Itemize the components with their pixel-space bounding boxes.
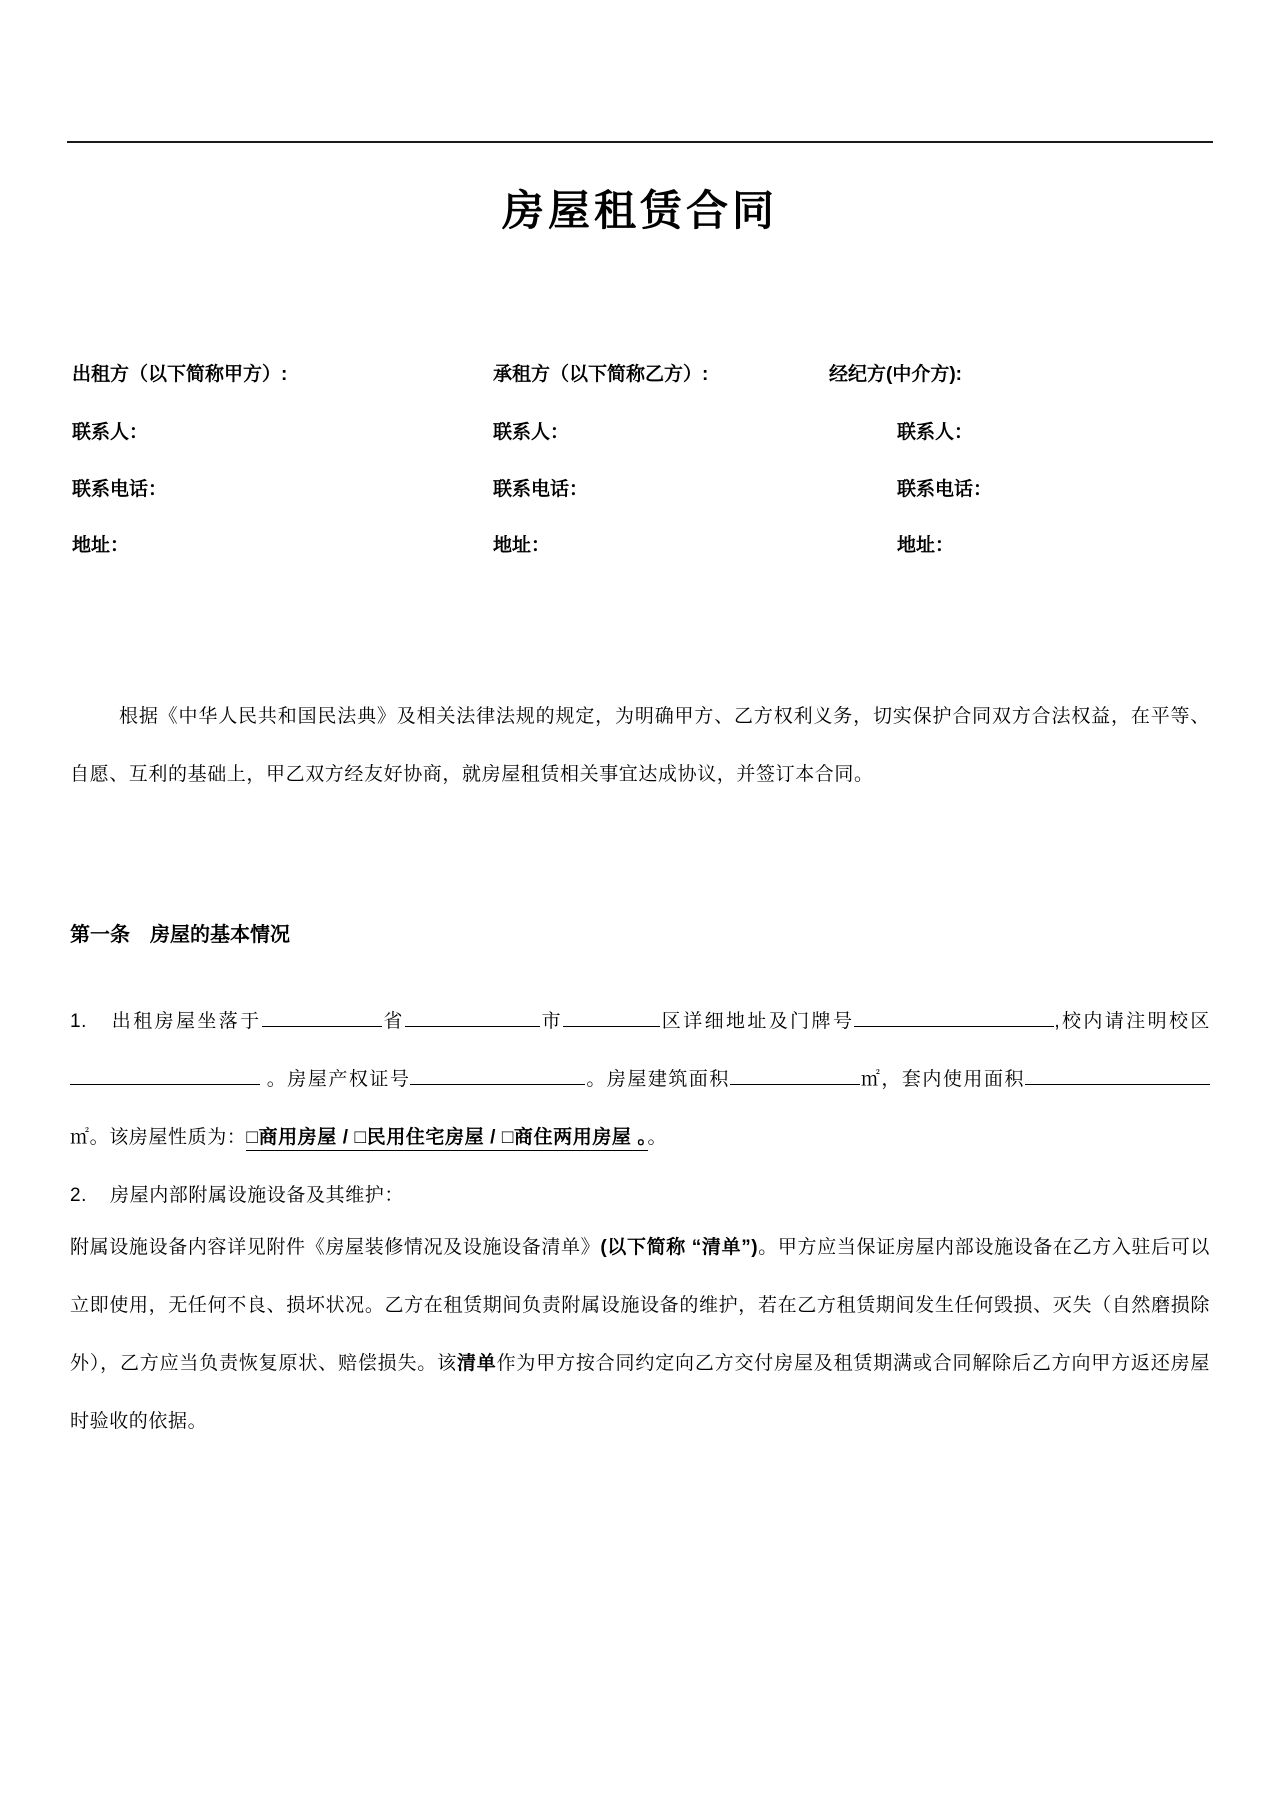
- lessor-phone-label: 联系电话：: [72, 479, 168, 500]
- checkbox-option-mixed[interactable]: □商住两用房屋: [501, 1127, 632, 1148]
- address-blank-field[interactable]: [854, 1010, 1054, 1027]
- agent-header: 经纪方(中介方):: [829, 364, 962, 385]
- checkbox-option-residential[interactable]: □民用住宅房屋: [354, 1127, 485, 1148]
- item1-number: 1.: [70, 1011, 88, 1032]
- item1-area-text: 。房屋建筑面积: [585, 1069, 730, 1090]
- article1-item1: [70, 993, 1210, 1167]
- inner-area-blank-field[interactable]: [1025, 1068, 1210, 1085]
- area-blank-field[interactable]: [730, 1068, 860, 1085]
- item1-city-label: 市: [539, 1011, 563, 1032]
- article1-heading: 第一条 房屋的基本情况: [70, 924, 290, 946]
- lessor-address-label: 地址：: [72, 535, 130, 556]
- item2-body-text-1: 附属设施设备内容详见附件《房屋装修情况及设施设备清单》: [70, 1237, 601, 1258]
- article1-item2-heading: [70, 1181, 1210, 1211]
- province-blank-field[interactable]: [262, 1010, 382, 1027]
- lessee-contact-label: 联系人：: [493, 422, 570, 443]
- lessee-phone-label: 联系电话：: [493, 479, 589, 500]
- document-title: 房屋租赁合同: [501, 187, 778, 234]
- lessee-address-label: 地址：: [493, 535, 551, 556]
- article1-item2-body: [70, 1219, 1210, 1451]
- party-header-row: [0, 362, 1280, 388]
- item2-alias-bold: (以下简称 “清单”): [600, 1237, 759, 1258]
- item2-body-text-2: 。甲方应当保证房屋内部设施设备在乙方入驻后可以立即使用，无任何不良、损坏状况。乙方在租赁期间负责附属设施设备的维护，若在乙方租赁期间发生任何毁损、灭失（自然磨损除外），乙方应当负责恢复原状、赔偿损失。该: [70, 1237, 1210, 1374]
- item1-cert-text: 。房屋产权证号: [260, 1069, 411, 1090]
- item1-inner-area-text: ㎡，套内使用面积: [859, 1069, 1025, 1090]
- phone-row: [0, 477, 1280, 503]
- item1-location-text: 出租房屋坐落于: [110, 1011, 262, 1032]
- item2-list-bold: 清单: [456, 1353, 497, 1374]
- contact-row: [0, 420, 1280, 446]
- district-blank-field[interactable]: [563, 1010, 660, 1027]
- item1-district-text: 区详细地址及门牌号: [659, 1011, 855, 1032]
- address-row: [0, 533, 1280, 559]
- agent-address-label: 地址：: [897, 535, 955, 556]
- options-tail: 。: [631, 1127, 648, 1148]
- item1-campus-note: ,校内请注明校区: [1054, 1011, 1210, 1032]
- option-separator: /: [484, 1127, 502, 1148]
- agent-phone-label: 联系电话：: [897, 479, 993, 500]
- campus-blank-field[interactable]: [70, 1068, 260, 1085]
- item1-final-period: 。: [647, 1127, 668, 1148]
- item2-body-text-3: 作为甲方按合同约定向乙方交付房屋及租赁期满或合同解除后乙方向甲方返还房屋时验收的依据。: [70, 1353, 1210, 1432]
- house-type-options: [246, 1127, 647, 1151]
- checkbox-option-commercial[interactable]: □商用房屋: [246, 1127, 337, 1148]
- item2-number: 2.: [70, 1185, 88, 1206]
- lessor-header: 出租方（以下简称甲方）:: [72, 364, 288, 385]
- agent-contact-label: 联系人：: [897, 422, 974, 443]
- option-separator: /: [336, 1127, 355, 1148]
- item2-heading-text: 房屋内部附属设施设备及其维护：: [110, 1185, 405, 1206]
- item1-province-label: 省: [381, 1011, 405, 1032]
- item1-type-label: ㎡。该房屋性质为：: [70, 1127, 247, 1148]
- cert-number-blank-field[interactable]: [410, 1068, 585, 1085]
- preamble-paragraph: 根据《中华人民共和国民法典》及相关法律法规的规定，为明确甲方、乙方权利义务，切实保护合同双方合法权益，在平等、自愿、互利的基础上，甲乙双方经友好协商，就房屋租赁相关事宜达成协议，并签订本合同。: [70, 706, 1210, 785]
- city-blank-field[interactable]: [405, 1010, 540, 1027]
- lessee-header: 承租方（以下简称乙方）:: [493, 364, 709, 385]
- header-rule: [67, 141, 1213, 143]
- lessor-contact-label: 联系人：: [72, 422, 149, 443]
